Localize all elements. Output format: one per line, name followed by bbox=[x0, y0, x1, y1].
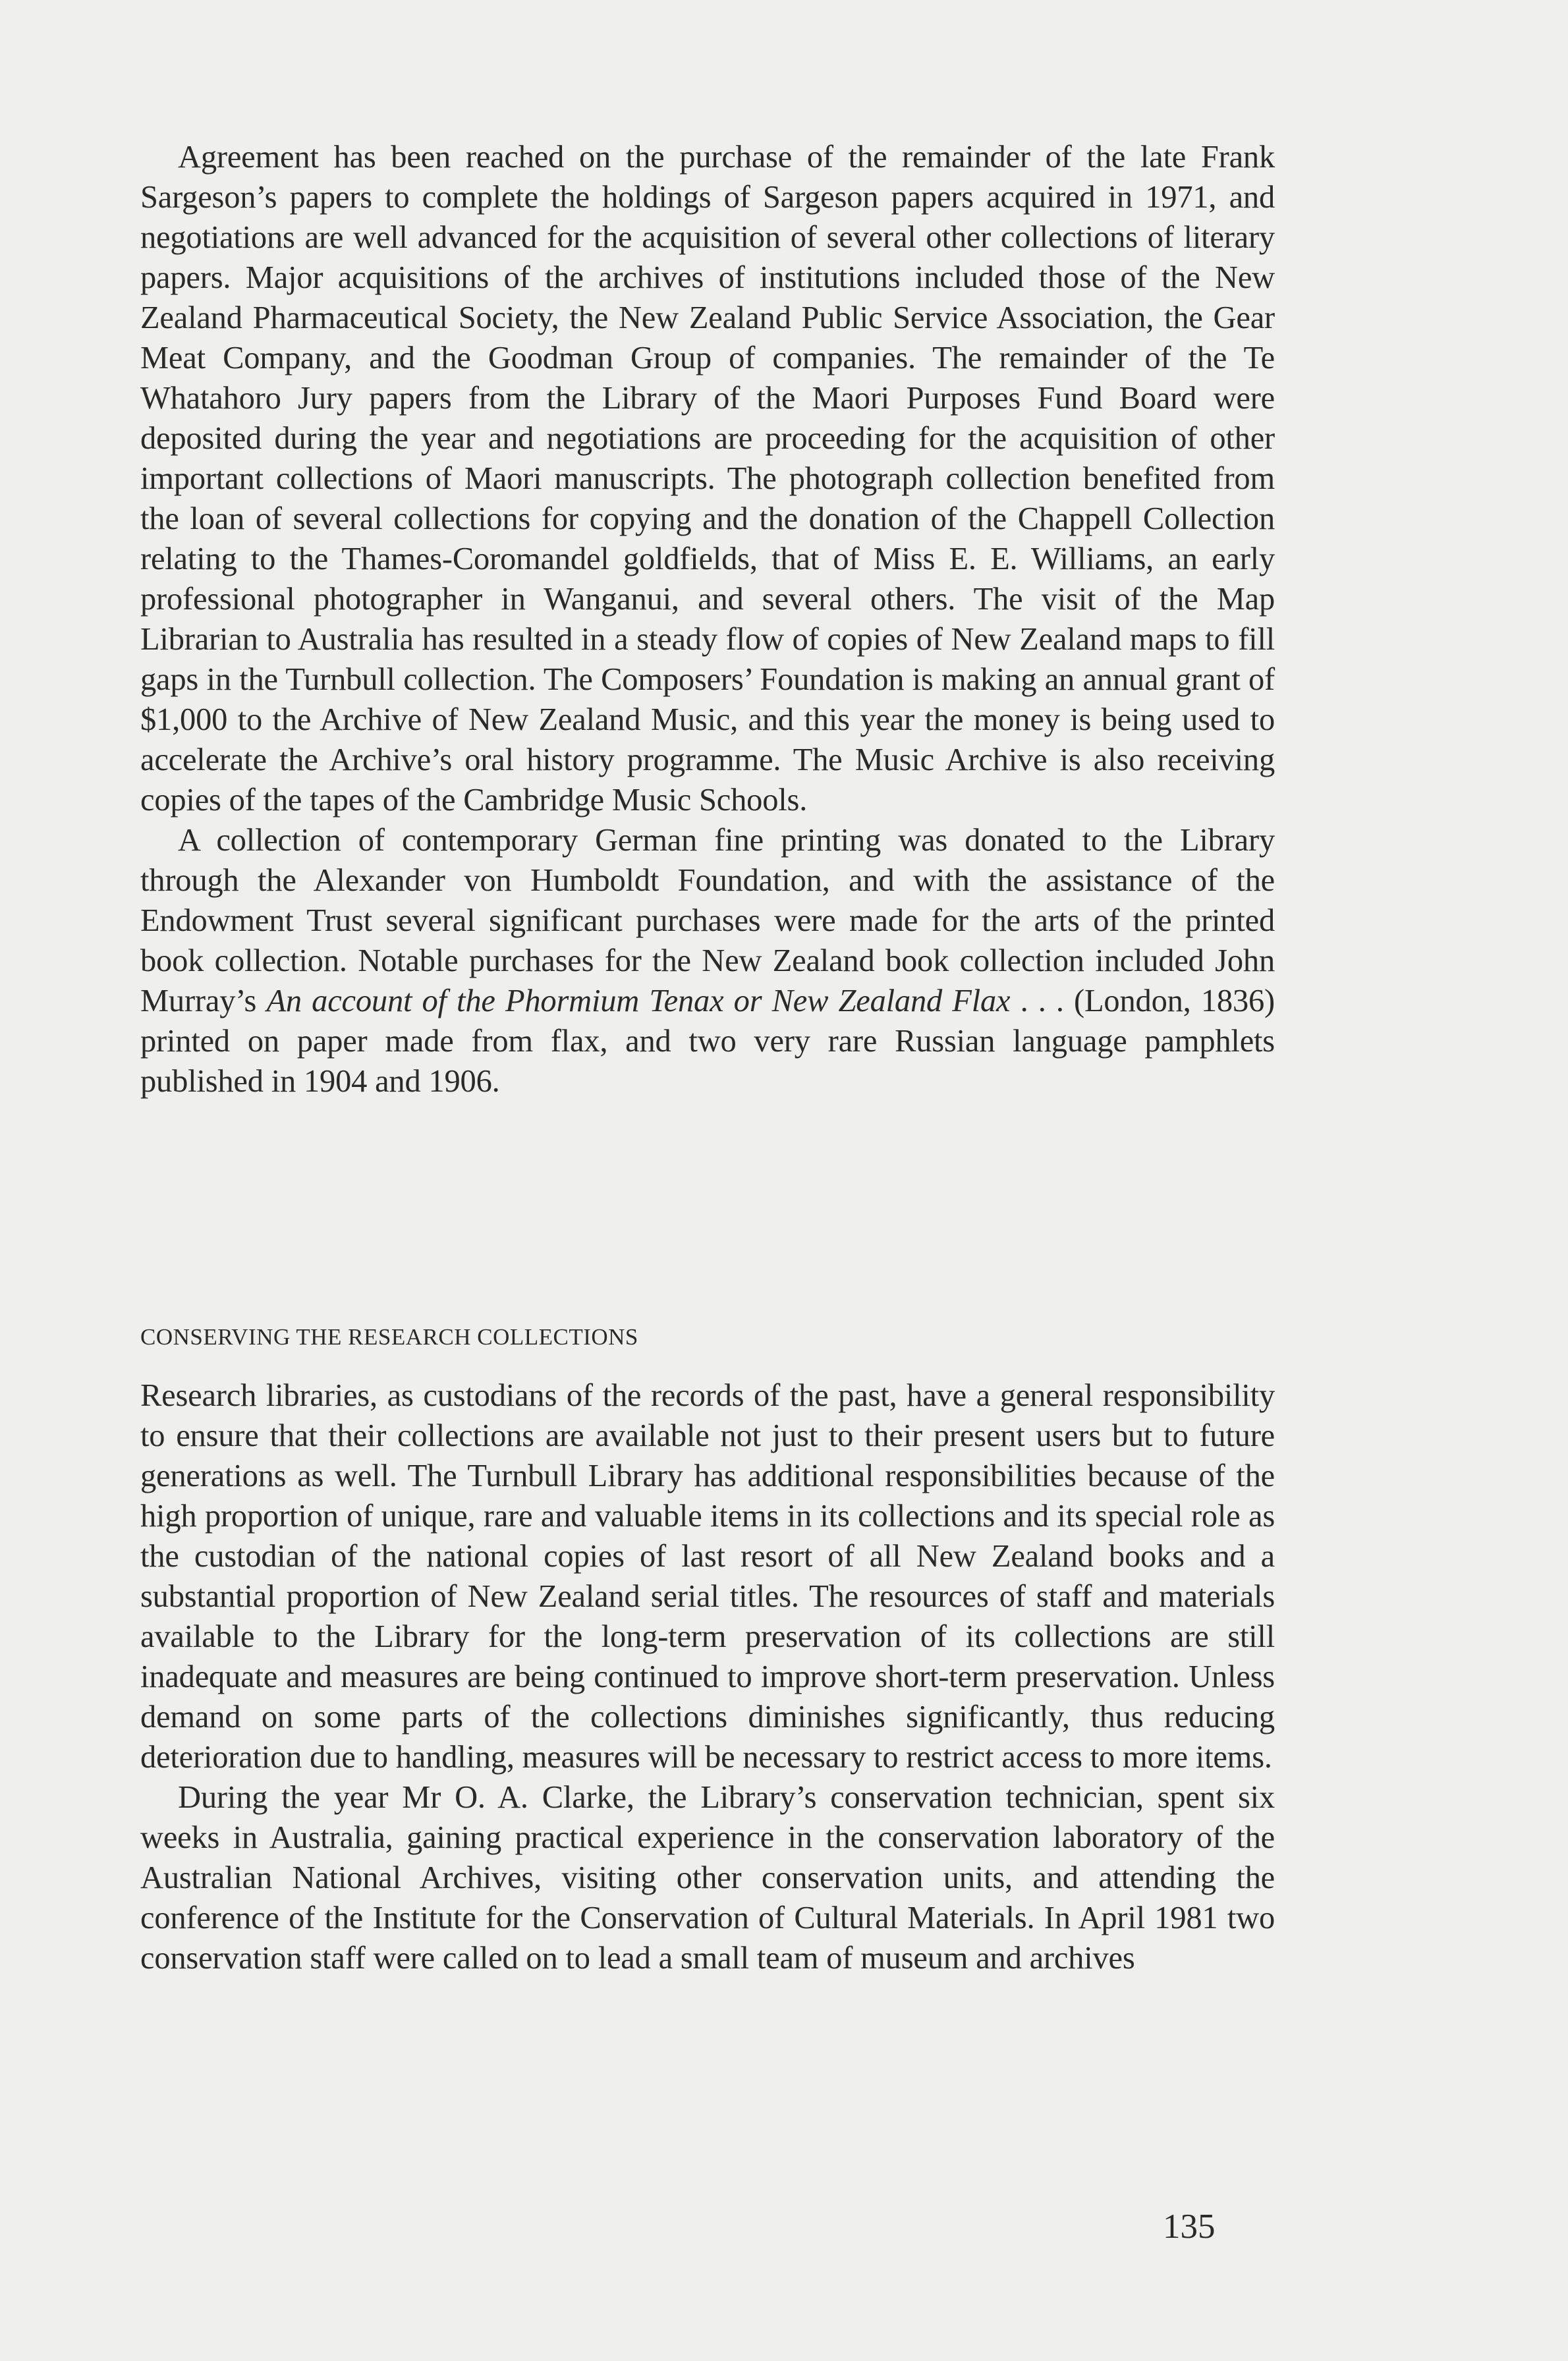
book-title: An account of the Phormium Tenax or New Zealand Flax bbox=[266, 984, 1011, 1018]
paragraph-conservation-technician: During the year Mr O. A. Clarke, the Library’s conservation technician, spent six weeks in Australia, gaining practical experience in the conservation laboratory of the Australian National Archives, visiting other conservation units, and attending the conference of the Institute for the Conservation of Cultural Materials. In April 1981 two conservation staff were called on to lead a small team of museum and archives bbox=[140, 1780, 1275, 1976]
page-number: 135 bbox=[1163, 2208, 1216, 2246]
section-heading: CONSERVING THE RESEARCH COLLECTIONS bbox=[140, 1324, 638, 1350]
paragraph-research-libraries: Research libraries, as custodians of the records of the past, have a general responsibility to ensure that their collections are available not just to their present users but to future generations as well. The Turnbull Library has additional responsibilities because of the high proportion of unique, rare and valuable items in its collections and its special role as the custodian of the national copies of last resort of all New Zealand books and a substantial proportion of New Zealand serial titles. The resources of staff and materials available to the Library for the long-term preservation of its collections are still inadequate and measures are being continued to improve short-term preservation. Unless demand on some parts of the collections diminishes significantly, thus reducing deterioration due to handling, measures will be necessary to restrict access to more items. bbox=[140, 1378, 1275, 1775]
paragraph-fine-printing bbox=[140, 820, 1275, 1101]
paragraph-text: A collection of contemporary German fine printing was donated to the Library through the Alexander von Humboldt Foundation, and with the assistance of the Endowment Trust several significant purchases were made for the arts of the printed book collection. Notable purchases for the New Zealand book collection included John Murray’s bbox=[140, 823, 1275, 1018]
paragraph-text: . . . (London, 1836) printed on paper made from flax, and two very rare Russian language pamphlets published in 1904 and 1906. bbox=[140, 984, 1275, 1099]
paragraph-acquisitions: Agreement has been reached on the purchase of the remainder of the late Frank Sargeson’s papers to complete the holdings of Sargeson papers acquired in 1971, and negotiations are well advanced for the acquisition of several other collections of literary papers. Major acquisitions of the archives of institutions included those of the New Zealand Pharmaceutical Society, the New Zealand Public Service Association, the Gear Meat Company, and the Goodman Group of companies. The remainder of the Te Whatahoro Jury papers from the Library of the Maori Purposes Fund Board were deposited during the year and negotiations are proceeding for the acquisition of other important collections of Maori manuscripts. The photograph collection benefited from the loan of several collections for copying and the donation of the Chappell Collection relating to the Thames-Coromandel goldfields, that of Miss E. E. Williams, an early professional photographer in Wanganui, and several others. The visit of the Map Librarian to Australia has resulted in a steady flow of copies of New Zealand maps to fill gaps in the Turnbull collection. The Composers’ Foundation is making an annual grant of $1,000 to the Archive of New Zealand Music, and this year the money is being used to accelerate the Archive’s oral history programme. The Music Archive is also receiving copies of the tapes of the Cambridge Music Schools. bbox=[140, 140, 1275, 818]
body-text-section-2 bbox=[140, 1375, 1275, 1978]
body-text-section-1 bbox=[140, 137, 1275, 1101]
